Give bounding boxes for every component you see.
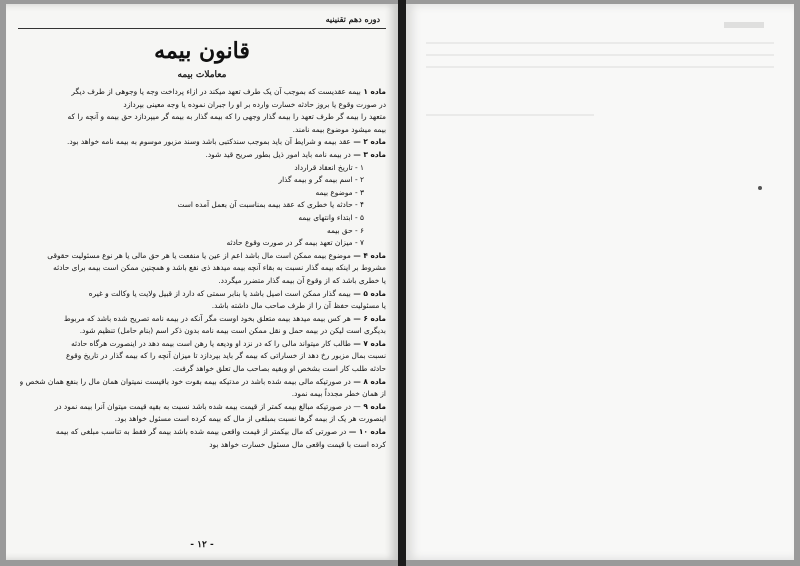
line-text: — در صورتیکه مبالغ بیمه کمتر از قیمت بیمه شده باشد نسبت به بقیه قیمت میتوان آنرا بیمه نمود در xyxy=(54,401,361,411)
line-text: یا خطری باشد که از وقوع آن بیمه گذار متضرر میگردد. xyxy=(218,275,386,285)
article-label: ماده ۳ — xyxy=(350,149,386,159)
ink-speck xyxy=(758,186,762,190)
article-label: ماده ۶ — xyxy=(350,313,386,323)
line-text: ۲ - اسم بیمه گر و بیمه گذار xyxy=(278,175,364,185)
text-line xyxy=(20,162,386,175)
line-text: ۱ - تاریخ انعقاد قرارداد xyxy=(294,162,364,172)
text-line xyxy=(20,225,386,238)
text-line xyxy=(20,313,386,326)
text-line xyxy=(20,262,386,275)
book-gutter xyxy=(398,0,406,566)
line-text: بیمه عقدیست که بموجب آن یک طرف تعهد میکند در ازاء پرداخت وجه یا وجوهی از طرف دیگر xyxy=(71,87,361,96)
text-line xyxy=(20,86,386,99)
text-line xyxy=(20,376,386,389)
line-text: در صورتی که مال بیکمتر از قیمت واقعی بیمه شده باشد بیمه گر فقط به تناسب مبلغی که بیمه xyxy=(55,427,347,437)
page-number: - ۱۲ - xyxy=(190,540,214,550)
line-text: بیمه میشود موضوع بیمه نامند. xyxy=(292,124,386,134)
line-text: متعهد را بیمه گر طرف تعهد را بیمه گذار وجهی را که بیمه گذار به بیمه گر میپردازد حق بیمه و آنچه را که xyxy=(67,112,386,122)
line-text: ۶ - حق بیمه xyxy=(327,225,364,235)
line-text: ۴ - حادثه یا خطری که عقد بیمه بمناسبت آن بعمل آمده است xyxy=(177,200,364,210)
article-label: ماده ۵ — xyxy=(350,288,386,298)
line-text: ۳ - موضوع بیمه xyxy=(315,187,364,197)
right-page-blank xyxy=(406,4,794,560)
article-label: ماده ۱ xyxy=(360,87,386,96)
line-text: موضوع بیمه ممکن است مال باشد اعم از عین یا منفعت یا هر حق مالی یا هر نوع مسئولیت حقوقی xyxy=(47,250,351,260)
line-text: در صورتیکه مالی بیمه شده باشد در مدتیکه بیمه بقوت خود باقیست نمیتوان همان مال را بنفع همان شخص و xyxy=(20,376,351,386)
text-line xyxy=(20,363,386,376)
line-text: ۵ - ابتداء وانتهای بیمه xyxy=(298,212,364,222)
text-line xyxy=(20,124,386,137)
text-line xyxy=(20,250,386,263)
section-subtitle: معاملات بیمه xyxy=(177,70,227,80)
article-label: ماده ۲ — xyxy=(350,137,386,147)
bleed-through-line xyxy=(426,54,774,56)
running-head: دوره دهم تقنینیه xyxy=(325,14,380,24)
line-text: عقد بیمه و شرایط آن باید بموجب سندکتبی باشد وسند مزبور موسوم به بیمه نامه خواهد بود. xyxy=(67,137,351,147)
article-label: ماده ۷ — xyxy=(350,338,386,348)
article-label: ماده ۴ — xyxy=(350,250,386,260)
text-line xyxy=(20,111,386,124)
bleed-through-line xyxy=(426,42,774,44)
text-line xyxy=(20,325,386,338)
article-label: ماده ۱۰ — xyxy=(346,427,386,437)
text-line xyxy=(20,275,386,288)
line-text: از همان خطر مجدداً بیمه نمود. xyxy=(291,389,386,399)
line-text: بیمه گذار ممکن است اصیل باشد یا بنابر سمتی که دارد از قبیل ولایت یا وکالت و غیره xyxy=(88,288,351,298)
text-line xyxy=(20,426,386,439)
text-line xyxy=(20,99,386,112)
law-body-text xyxy=(20,86,386,534)
line-text: هر کس بیمه میدهد بیمه متعلق بخود اوست مگر آنکه در بیمه نامه تصریح شده باشد که مربوط xyxy=(63,313,351,323)
article-label: ماده ۸ — xyxy=(350,376,386,386)
bleed-through-line xyxy=(426,114,594,116)
text-line xyxy=(20,136,386,149)
text-line xyxy=(20,350,386,363)
text-line xyxy=(20,439,386,452)
line-text: مشروط بر اینکه بیمه گذار نسبت به بقاء آنچه بیمه میدهد ذی نفع باشد و همچنین ممکن است بیمه برای حادثه xyxy=(53,263,386,273)
left-page xyxy=(6,4,398,560)
line-text: اینصورت هر یک از بیمه گرها نسبت بمبلغی از مال که بیمه کرده است مسئول خواهد بود. xyxy=(114,414,386,424)
line-text: ۷ - میزان تعهد بیمه گر در صورت وقوع حادثه xyxy=(226,238,364,248)
line-text: حادثه طلب کار است بشخص او وبقیه بصاحب مال تعلق خواهد گرفت. xyxy=(172,364,386,374)
text-line xyxy=(20,174,386,187)
line-text: طالب کار میتواند مالی را که در نزد او ودیعه یا رهن است بیمه دهد در اینصورت هرگاه حادثه xyxy=(71,338,351,348)
line-text: کرده است با قیمت واقعی مال مسئول خسارت خواهد بود xyxy=(209,439,386,449)
text-line xyxy=(20,237,386,250)
text-line xyxy=(20,149,386,162)
line-text: در صورت وقوع یا بروز حادثه خسارت وارده بر او را جبران نموده یا وجه معینی بپردازد xyxy=(123,99,386,109)
text-line xyxy=(20,187,386,200)
text-line xyxy=(20,199,386,212)
text-line xyxy=(20,212,386,225)
line-text: یا مسئولیت حفظ آن را از طرف صاحب مال داشته باشد. xyxy=(211,301,386,311)
line-text: بدیگری است لیکن در بیمه حمل و نقل ممکن است بیمه نامه بدون ذکر اسم (بنام حامل) تنظیم شود. xyxy=(79,326,386,336)
line-text: در بیمه نامه باید امور ذیل بطور صریح قید شود. xyxy=(205,149,351,159)
text-line xyxy=(20,288,386,301)
article-label: ماده ۹ xyxy=(360,401,386,411)
line-text: نسبت بمال مزبور رخ دهد از خساراتی که بیمه گر باید بپردازد تا میزان آنچه را که بیمه گذار در تاریخ وقوع xyxy=(65,351,386,361)
faded-running-head xyxy=(724,22,764,28)
bleed-through-line xyxy=(426,66,774,68)
text-line xyxy=(20,338,386,351)
header-rule xyxy=(18,28,386,29)
text-line xyxy=(20,401,386,414)
text-line xyxy=(20,300,386,313)
page-title: قانون بیمه xyxy=(154,38,250,64)
text-line xyxy=(20,413,386,426)
text-line xyxy=(20,388,386,401)
